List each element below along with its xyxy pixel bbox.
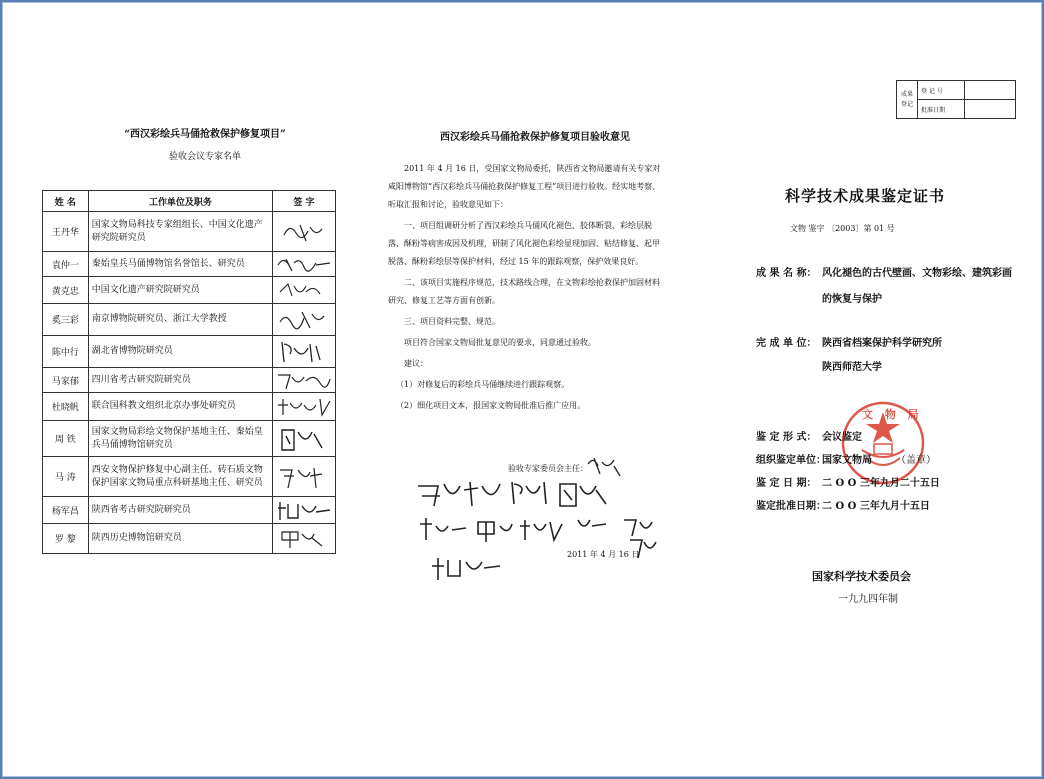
form-label: 鉴 定 形 式： <box>756 432 817 443</box>
cert-number: 文物 鉴字 〔2003〕第 01 号 <box>790 224 895 233</box>
unit-label: 完 成 单 位： <box>756 338 817 349</box>
paragraph: 三、项目资料完整、规范。 <box>404 317 500 326</box>
expert-org: 中国文化遗产研究院研究员 <box>88 277 272 304</box>
expert-org: 四川省考古研究院研究员 <box>88 368 272 393</box>
committee-label: 验收专家委员会主任： <box>508 464 588 473</box>
achievement-value-2: 的恢复与保护 <box>822 294 882 305</box>
expert-name: 王丹华 <box>43 212 89 252</box>
reg-row1-label: 登 记 号 <box>918 81 965 100</box>
middle-date: 2011 年 4 月 16 日 <box>567 550 640 559</box>
approve-label: 鉴定批准日期： <box>756 501 826 512</box>
signature-image <box>272 393 335 421</box>
expert-org: 南京博物院研究员、浙江大学教授 <box>88 304 272 336</box>
expert-name: 黄克忠 <box>43 277 89 304</box>
table-row <box>43 252 336 277</box>
signature-image <box>272 497 335 524</box>
expert-name: 袁仲一 <box>43 252 89 277</box>
expert-org: 西安文物保护修复中心副主任、砖石质文物保护国家文物局重点科研基地主任、研究员 <box>88 457 272 497</box>
middle-title: 西汉彩绘兵马俑抢救保护修复项目验收意见 <box>440 132 630 143</box>
table-row <box>43 457 336 497</box>
paragraph: 建议： <box>404 359 428 368</box>
paragraph: 二、该项目实施程序规范，技术路线合理，在文物彩绘抢救保护加固材料研究、修复工艺等方面有创新。 <box>388 278 660 305</box>
expert-name: 杨军昌 <box>43 497 89 524</box>
signature-image <box>272 252 335 277</box>
expert-org: 联合国科教文组织北京办事处研究员 <box>88 393 272 421</box>
reg-row1-value <box>965 81 1016 100</box>
reg-row2-label: 批准日期 <box>918 100 965 119</box>
paragraph: （1）对修复后的彩绘兵马俑继续进行跟踪观察。 <box>396 380 570 389</box>
expert-org: 国家文物局科技专家组组长、中国文化遗产研究院研究员 <box>88 212 272 252</box>
reg-row2-value <box>965 100 1016 119</box>
paragraph: 一、项目组调研分析了西汉彩绘兵马俑风化褪色、胶体断裂、彩绘层脱落、酥粉等病害成因及机理，研制了风化褪色彩绘显现加固、粘结修复、起甲脱落、酥粉彩绘层等保护材料，经过 15 年的跟踪观察，保护效果良好。 <box>388 221 660 266</box>
registration-box <box>896 80 1016 119</box>
expert-name: 罗 黎 <box>43 524 89 554</box>
middle-body <box>388 160 664 415</box>
paragraph: （2）细化项目文本，报国家文物局批准后推广应用。 <box>396 401 586 410</box>
expert-org: 陕西省考古研究院研究员 <box>88 497 272 524</box>
paragraph: 2011 年 4 月 16 日，受国家文物局委托，陕西省文物局邀请有关专家对咸阳博物馆“西汉彩绘兵马俑抢救保护修复工程”项目进行验收。经实地考察、听取汇报和讨论，验收意见如下： <box>388 164 661 209</box>
signature-image <box>272 212 335 252</box>
org-value: 国家文物局 <box>822 455 872 466</box>
expert-name: 杜晓帆 <box>43 393 89 421</box>
signature-image <box>272 277 335 304</box>
org-seal-note: （盖章） <box>896 455 936 466</box>
expert-org: 湖北省博物院研究员 <box>88 336 272 368</box>
expert-org: 秦始皇兵马俑博物馆名誉馆长、研究员 <box>88 252 272 277</box>
table-header-row <box>43 191 336 212</box>
unit-value-1: 陕西省档案保护科学研究所 <box>822 338 942 349</box>
expert-name: 周 铁 <box>43 421 89 457</box>
expert-name: 马家郁 <box>43 368 89 393</box>
signature-image <box>272 421 335 457</box>
expert-org: 陕西历史博物馆研究员 <box>88 524 272 554</box>
header-name: 姓 名 <box>43 191 89 212</box>
table-row <box>43 368 336 393</box>
table-row <box>43 304 336 336</box>
signature-image <box>272 368 335 393</box>
made-year: 一九九四年制 <box>838 594 898 605</box>
paragraph: 项目符合国家文物局批复意见的要求，同意通过验收。 <box>404 338 596 347</box>
table-row <box>43 212 336 252</box>
expert-name: 陈中行 <box>43 336 89 368</box>
table-row <box>43 497 336 524</box>
table-row <box>43 421 336 457</box>
form-value: 会议鉴定 <box>822 432 862 443</box>
seal-text: 文 物 局 <box>862 408 923 421</box>
approve-value: 二 O O 三年九月十五日 <box>822 501 930 512</box>
achievement-value-1: 风化褪色的古代壁画、文物彩绘、建筑彩画 <box>822 268 1012 279</box>
expert-name: 奚三彩 <box>43 304 89 336</box>
expert-name: 马 涛 <box>43 457 89 497</box>
signature-image <box>272 457 335 497</box>
experts-signatures <box>408 476 658 586</box>
table-row <box>43 277 336 304</box>
header-org: 工作单位及职务 <box>88 191 272 212</box>
table-row <box>43 336 336 368</box>
table-row <box>43 393 336 421</box>
org-label: 组织鉴定单位： <box>756 455 826 466</box>
reg-side-label: 成果登记 <box>897 81 918 119</box>
issuer: 国家科学技术委员会 <box>812 570 911 583</box>
signature-image <box>272 304 335 336</box>
cert-title: 科学技术成果鉴定证书 <box>784 187 945 205</box>
signature-image <box>272 524 335 554</box>
date-label: 鉴 定 日 期： <box>756 478 817 489</box>
expert-org: 国家文物局彩绘文物保护基地主任、秦始皇兵马俑博物馆研究员 <box>88 421 272 457</box>
unit-value-2: 陕西师范大学 <box>822 362 882 373</box>
left-subtitle: 验收会议专家名单 <box>168 152 241 162</box>
signature-image <box>272 336 335 368</box>
achievement-label: 成 果 名 称： <box>756 268 817 279</box>
date-value: 二 O O 三年九月二十五日 <box>822 478 940 489</box>
table-row <box>43 524 336 554</box>
left-title: “西汉彩绘兵马俑抢救保护修复项目” <box>124 129 286 140</box>
experts-table <box>42 190 336 554</box>
header-sign: 签 字 <box>272 191 335 212</box>
